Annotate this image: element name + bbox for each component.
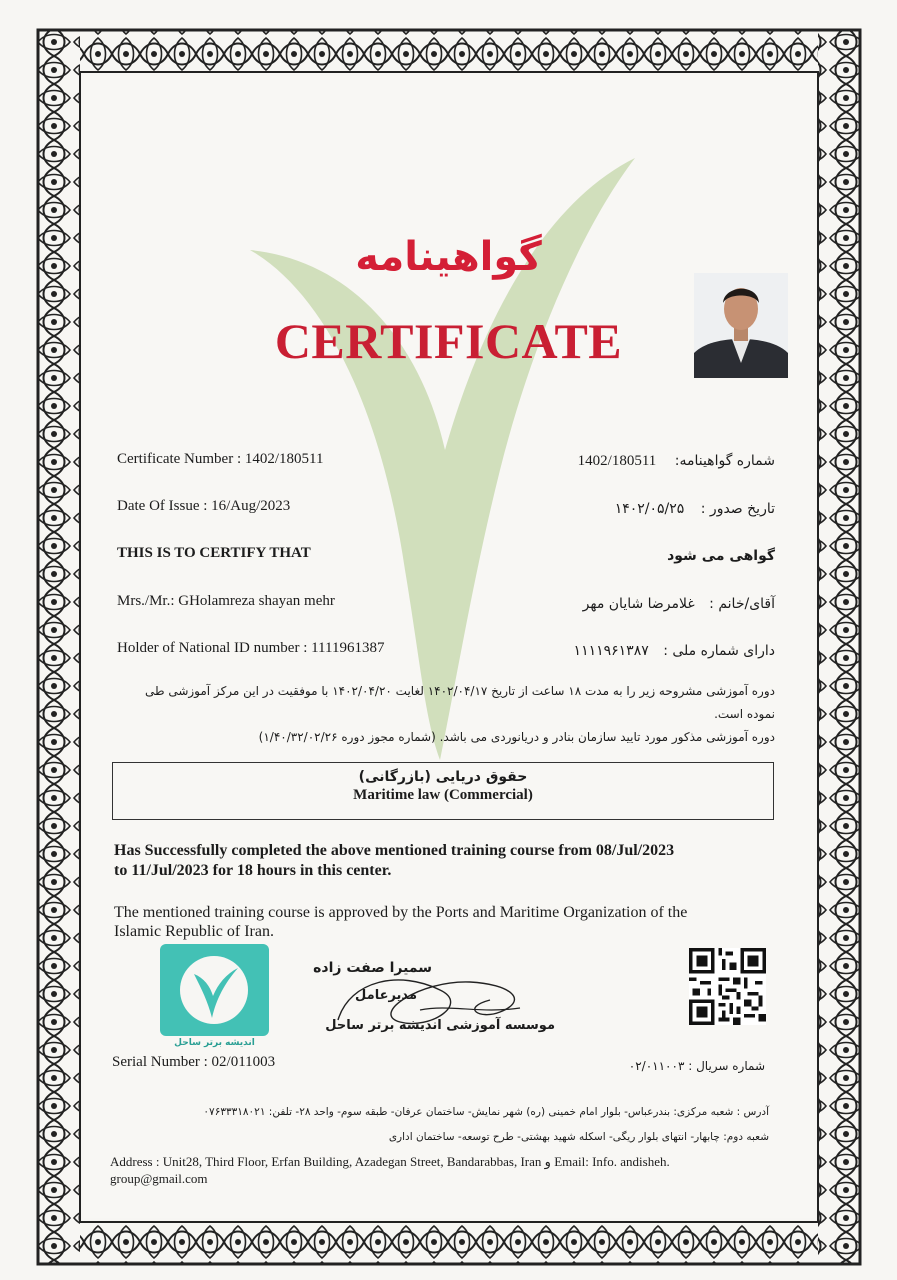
- cert-number-fa-value: 1402/180511: [577, 453, 657, 469]
- date-issue-fa-value: ۱۴۰۲/۰۵/۲۵: [614, 501, 685, 517]
- course-title-fa: حقوق دریایی (بازرگانی): [358, 769, 528, 785]
- national-id-fa-label: دارای شماره ملی :: [663, 643, 775, 659]
- course-title-box: [112, 762, 774, 820]
- fa-course-paragraph: دوره آموزشی مشروحه زیر را به مدت ۱۸ ساعت از تاریخ ۱۴۰۲/۰۴/۱۷ لغایت ۱۴۰۲/۰۴/۲۰ با موفقیت در این مرکز آموزشی طی: [144, 684, 775, 698]
- cert-number-en: Certificate Number : 1402/180511: [117, 451, 324, 467]
- holder-name-fa-label: آقای/خانم :: [709, 596, 775, 612]
- address-en-line-1: Address : Unit28, Third Floor, Erfan Building, Azadegan Street, Bandarabbas, Iran و Email: Info. andisheh.: [110, 1154, 670, 1169]
- serial-number-en: Serial Number : 02/011003: [112, 1054, 276, 1070]
- cert-number-fa-label: شماره گواهینامه:: [674, 453, 775, 469]
- qr-code: [689, 948, 766, 1025]
- signatory-organization: موسسه آموزشی اندیشه برتر ساحل: [325, 1018, 555, 1033]
- completed-line-2: to 11/Jul/2023 for 18 hours in this center.: [114, 862, 392, 879]
- date-issue-fa-label: تاریخ صدور :: [700, 501, 775, 517]
- title-english: CERTIFICATE: [274, 313, 623, 369]
- approved-line-1: The mentioned training course is approved by the Ports and Maritime Organization of the: [114, 904, 688, 921]
- address-en-line-2: group@gmail.com: [110, 1171, 208, 1186]
- date-issue-en: Date Of Issue : 16/Aug/2023: [117, 498, 291, 514]
- signatory-role: مدیرعامل: [355, 988, 417, 1003]
- national-id-en: Holder of National ID number : 1111961387: [117, 640, 385, 656]
- national-id-fa: [574, 643, 775, 659]
- title-persian: گواهینامه: [355, 234, 542, 280]
- signatory-name: سمیرا صفت زاده: [313, 960, 432, 976]
- logo-caption: اندیشه برتر ساحل: [174, 1038, 255, 1048]
- certify-fa: گواهی می شود: [667, 548, 775, 564]
- holder-name-fa: [583, 596, 775, 612]
- completed-line-1: Has Successfully completed the above mentioned training course from 08/Jul/2023: [114, 842, 675, 859]
- fa-approval-paragraph: دوره آموزشی مذکور مورد تایید سازمان بنادر و دریانوردی می باشد. (شماره مجوز دوره ۱/۴۰/۳۲/۰۲/۲۶): [258, 730, 775, 744]
- address-fa-line-1: آدرس : شعبه مرکزی: بندرعباس- بلوار امام خمینی (ره) شهر نمایش- ساختمان عرفان- طبقه سوم- واحد ۲۸- تلفن: ۰۷۶۳۳۳۱۸۰۲۱: [203, 1106, 769, 1118]
- course-title-en: Maritime law (Commercial): [353, 787, 533, 803]
- approved-line-2: Islamic Republic of Iran.: [114, 923, 274, 940]
- holder-name-en: Mrs./Mr.: GHolamreza shayan mehr: [117, 593, 335, 609]
- serial-number-fa: شماره سریال : ۰۲/۰۱۱۰۰۳: [628, 1059, 765, 1073]
- fa-course-paragraph-end: نموده است.: [714, 707, 775, 721]
- date-issue-fa: [615, 501, 775, 517]
- holder-photo: [694, 273, 788, 378]
- national-id-fa-value: ۱۱۱۱۹۶۱۳۸۷: [573, 643, 649, 659]
- cert-number-fa: [578, 453, 775, 470]
- certify-en: THIS IS TO CERTIFY THAT: [117, 545, 311, 561]
- address-fa-line-2: شعبه دوم: چابهار- انتهای بلوار ریگی- اسکله شهید بهشتی- طرح توسعه- ساختمان اداری: [388, 1131, 769, 1143]
- holder-name-fa-value: غلامرضا شایان مهر: [582, 596, 695, 612]
